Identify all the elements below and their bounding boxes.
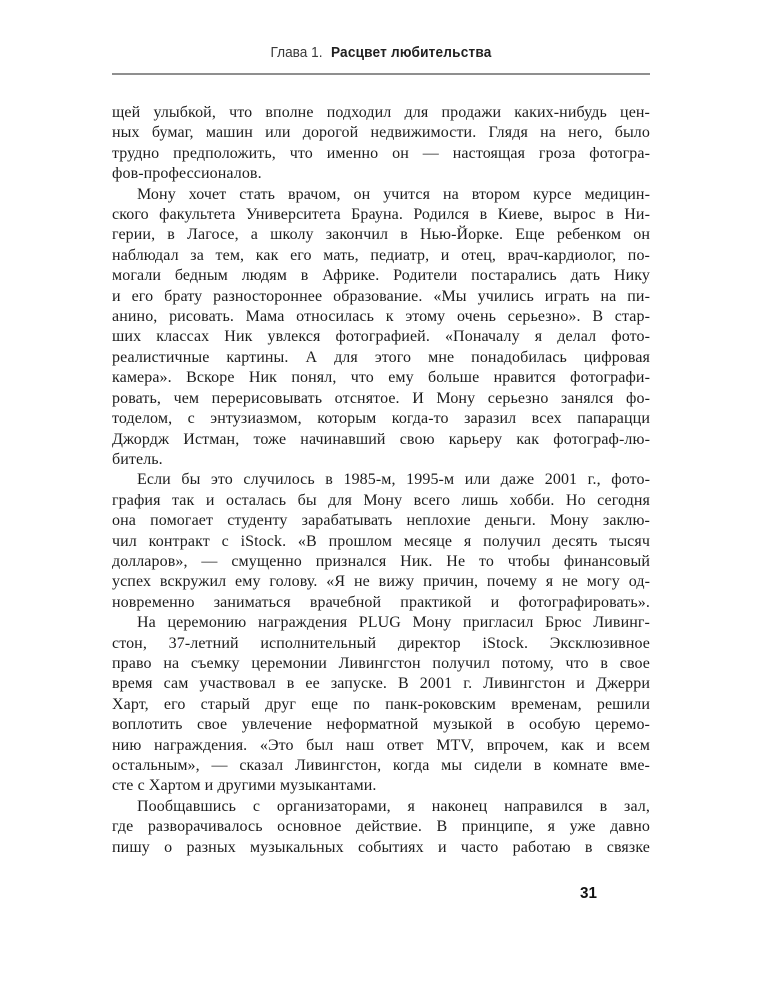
text-line: нию награждения. «Это был наш ответ MTV, впрочем, как и всем xyxy=(112,736,650,754)
text-line: Пообщавшись с организаторами, я наконец направился в зал, xyxy=(137,797,650,815)
text-line: ных бумаг, машин или дорогой недвижимости. Глядя на него, было xyxy=(112,124,650,142)
text-line: право на съемку церемонии Ливингстон получил потому, что в свое xyxy=(112,654,650,672)
paragraph xyxy=(112,103,650,185)
text-line: чил контракт с iStock. «В прошлом месяце я получил десять тысяч xyxy=(112,532,650,550)
text-line: тоделом, с энтузиазмом, которым когда-то заразил всех папарацци xyxy=(112,410,650,428)
text-line: могали бедным людям в Африке. Родители постарались дать Нику xyxy=(112,267,650,285)
text-line: На церемонию награждения PLUG Мону пригласил Брюс Ливинг- xyxy=(137,614,650,632)
header-divider-rule xyxy=(112,73,650,75)
text-line: Мону хочет стать врачом, он учится на втором курсе медицин- xyxy=(137,185,650,203)
text-line: остальным», — сказал Ливингстон, когда мы сидели в комнате вме- xyxy=(112,757,650,774)
text-line: наблюдал за тем, как его мать, педиатр, и отец, врач-кардиолог, по- xyxy=(112,246,650,264)
text-line: щей улыбкой, что вполне подходил для продажи каких-нибудь цен- xyxy=(112,104,650,121)
text-line: успех вскружил ему голову. «Я не вижу причин, почему я не могу од- xyxy=(112,573,650,591)
text-line: ского факультета Университета Брауна. Родился в Киеве, вырос в Ни- xyxy=(112,206,650,224)
text-line: долларов», — смущенно признался Ник. Не то чтобы финансовый xyxy=(112,552,650,570)
text-line: графия так и осталась бы для Мону всего лишь хобби. Но сегодня xyxy=(112,491,650,509)
text-line: трудно предположить, что именно он — настоящая гроза фотогра- xyxy=(112,144,650,162)
text-line: время сам участвовал в ее запуске. В 2001 г. Ливингстон и Джерри xyxy=(112,675,650,693)
paragraph xyxy=(112,185,650,471)
text-line: сте с Хартом и другими музыкантами. xyxy=(112,777,377,795)
text-line: новременно заниматься врачебной практикой и фотографировать». xyxy=(112,593,650,611)
chapter-title: Расцвет любительства xyxy=(330,45,492,61)
text-line: Харт, его старый друг еще по панк-роковским временам, решили xyxy=(112,695,650,713)
text-line: ровать, чем перерисовывать отснятое. И Мону серьезно занялся фо- xyxy=(112,389,650,407)
paragraph xyxy=(112,797,650,858)
text-line: и его брату разностороннее образование. «Мы учились играть на пи- xyxy=(112,287,650,305)
text-line: она помогает студенту зарабатывать неплохие деньги. Мону заклю- xyxy=(112,512,650,530)
text-line: стон, 37-летний исполнительный директор iStock. Эксклюзивное xyxy=(112,634,650,652)
text-line: фов-профессионалов. xyxy=(112,165,262,183)
running-header xyxy=(128,44,634,62)
text-line: реалистичные картины. А для этого мне понадобилась цифровая xyxy=(112,348,650,366)
text-line: где разворачивалось основное действие. В принципе, я уже давно xyxy=(112,818,650,836)
paragraph xyxy=(112,470,650,613)
body-text xyxy=(112,103,650,858)
page-number: 31 xyxy=(580,885,597,902)
text-line: битель. xyxy=(112,450,163,468)
text-line: воплотить свое увлечение неформатной музыкой в особую церемо- xyxy=(112,716,650,734)
text-line: камера». Вскоре Ник понял, что ему больше нравится фотографи- xyxy=(112,369,650,387)
text-line: пишу о разных музыкальных событиях и часто работаю в связке xyxy=(112,838,650,856)
text-line: Если бы это случилось в 1985-м, 1995-м или даже 2001 г., фото- xyxy=(137,471,650,489)
chapter-number-label: Глава 1. xyxy=(270,45,323,61)
paragraph xyxy=(112,613,650,797)
text-line: Джордж Истман, тоже начинавший свою карьеру как фотограф-лю- xyxy=(112,430,650,448)
text-line: анино, рисовать. Мама относилась к этому очень серьезно». В стар- xyxy=(112,308,650,326)
text-line: герии, в Лагосе, а школу закончил в Нью-Йорке. Еще ребенком он xyxy=(112,226,650,244)
text-line: ших классах Ник увлекся фотографией. «Поначалу я делал фото- xyxy=(112,328,650,346)
